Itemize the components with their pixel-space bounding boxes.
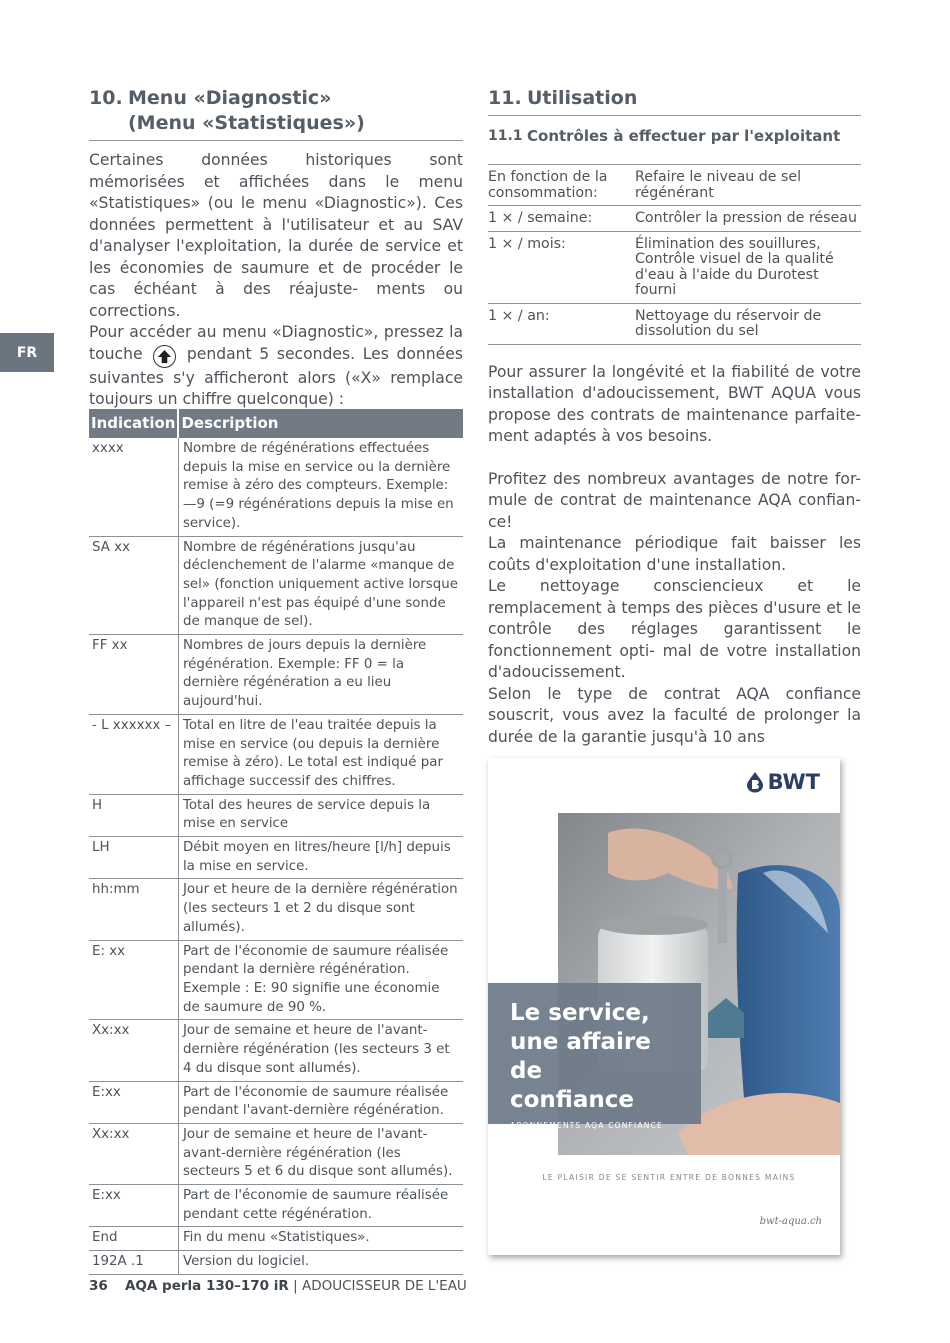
brochure-website: bwt-aqua.ch — [759, 1216, 822, 1227]
diagnostic-table — [89, 409, 463, 1275]
description-cell: Total des heures de service depuis la mise en service — [178, 794, 463, 836]
indication-cell: E: xx — [89, 940, 178, 1020]
description-cell: Fin du menu «Statistiques». — [178, 1227, 463, 1251]
section-10-body — [89, 150, 463, 411]
section-10-title-line1: Menu «Diagnostic» — [128, 87, 332, 109]
description-cell: Nombre de régénérations effectuées depuis la mise en service ou la dernière remise à zéro des compteurs. Exemple: —9 (=9 régénérations depuis la mise en service). — [178, 438, 463, 536]
section-11-1-heading — [488, 126, 861, 146]
table-row — [89, 1227, 463, 1251]
section-10-number: 10. — [89, 87, 123, 109]
table-row — [89, 635, 463, 715]
frequency-cell: En fonction de la consommation: — [488, 165, 635, 206]
action-cell: Contrôler la pression de réseau — [635, 206, 861, 232]
section-10-paragraph-2 — [89, 322, 463, 411]
section-11-number: 11. — [488, 87, 522, 109]
bwt-logo — [745, 770, 820, 794]
table-row — [488, 303, 861, 344]
footer-product: AQA perla 130–170 iR — [124, 1278, 289, 1294]
footer-subtitle: ADOUCISSEUR DE L'EAU — [301, 1278, 467, 1294]
table-row — [89, 1020, 463, 1081]
table-row — [89, 438, 463, 536]
indication-cell: End — [89, 1227, 178, 1251]
service-brochure-image — [488, 758, 840, 1255]
table-row — [89, 714, 463, 794]
description-cell: Nombre de régénérations jusqu'au déclenchement de l'alarme «manque de sel» (fonction uniquement active lorsque l'appareil n'est pas équipé d'une sonde de manque de sel). — [178, 536, 463, 635]
frequency-cell: 1 × / semaine: — [488, 206, 635, 232]
page-number: 36 — [89, 1278, 108, 1294]
up-arrow-button-icon — [153, 345, 176, 368]
table-row — [89, 794, 463, 836]
description-cell: Total en litre de l'eau traitée depuis la mise en service (ou depuis la dernière remise à zéro). Le total est indiqué par affichage successif des chiffres. — [178, 714, 463, 794]
action-cell: Élimination des souillures, Contrôle visuel de la qualité d'eau à l'aide du Durotest fourni — [635, 231, 861, 303]
description-cell: Part de l'économie de saumure réalisée pendant l'avant-dernière régénération. — [178, 1081, 463, 1123]
section-11-1-title: Contrôles à effectuer par l'exploitant — [527, 127, 841, 145]
table-row — [488, 206, 861, 232]
footer-separator: | — [293, 1278, 298, 1294]
description-cell: Jour de semaine et heure de l'avant-avant-dernière régénération (les secteurs 5 et 6 du disque sont allumés). — [178, 1123, 463, 1184]
description-cell: Jour de semaine et heure de l'avant-dernière régénération (les secteurs 3 et 4 du disque sont allumés). — [178, 1020, 463, 1081]
section-11-paragraph-4: Le nettoyage consciencieux et le remplacement à temps des pièces d'usure et le contrôle des réglages garantissent le fonctionnement opti- mal de votre installation d'adoucissement. — [488, 577, 861, 681]
brochure-subtitle: ABONNEMENTS AQA CONFIANCE — [510, 1121, 663, 1130]
indication-cell: xxxx — [89, 438, 178, 536]
description-cell: Débit moyen en litres/heure [l/h] depuis la mise en service. — [178, 837, 463, 879]
section-10-paragraph-2-after: pendant 5 secondes. Les données suivantes s'y afficheront alors («X» remplace toujours un chiffre quelconque) : — [89, 344, 463, 408]
section-11-heading — [488, 86, 861, 116]
action-cell: Refaire le niveau de sel régénérant — [635, 165, 861, 206]
indication-cell: Xx:xx — [89, 1123, 178, 1184]
description-cell: Jour et heure de la dernière régénération (les secteurs 1 et 2 du disque sont allumés). — [178, 879, 463, 940]
indication-cell: H — [89, 794, 178, 836]
brochure-title-box — [488, 983, 701, 1130]
indication-cell: - L xxxxxx – — [89, 714, 178, 794]
brochure-title-line1: Le service, — [510, 1000, 650, 1026]
description-cell: Nombres de jours depuis la dernière régénération. Exemple: FF 0 = la dernière régénération a eu lieu aujourd'hui. — [178, 635, 463, 715]
table-row — [89, 1123, 463, 1184]
description-cell: Part de l'économie de saumure réalisée pendant cette régénération. — [178, 1185, 463, 1227]
indication-cell: E:xx — [89, 1185, 178, 1227]
section-11-1-number: 11.1 — [488, 128, 523, 144]
section-11-paragraph-2: Profitez des nombreux avantages de notre for- mule de contrat de maintenance AQA confian- ce! — [488, 469, 861, 531]
table-row — [89, 1251, 463, 1275]
header-indication: Indication — [89, 409, 178, 438]
brochure-title-line3: confiance — [510, 1087, 634, 1113]
section-10-title — [128, 86, 365, 136]
right-column — [488, 86, 861, 748]
table-row — [89, 879, 463, 940]
indication-cell: Xx:xx — [89, 1020, 178, 1081]
section-11-title: Utilisation — [527, 87, 638, 109]
section-11-paragraph-1: Pour assurer la longévité et la fiabilité de votre installation d'adoucissement, BWT AQUA vous propose des contrats de maintenance parfaite- ment adaptés à vos besoins. — [488, 362, 861, 445]
page-footer — [89, 1278, 467, 1294]
indication-cell: 192A .1 — [89, 1251, 178, 1275]
indication-cell: LH — [89, 837, 178, 879]
table-row — [488, 231, 861, 303]
table-row — [488, 165, 861, 206]
control-schedule-table — [488, 164, 861, 345]
diagnostic-table-header — [89, 409, 463, 438]
table-row — [89, 940, 463, 1020]
section-11-body — [488, 362, 861, 749]
section-10-title-line2: (Menu «Statistiques») — [128, 112, 365, 134]
table-row — [89, 1081, 463, 1123]
section-10-paragraph-1: Certaines données historiques sont mémorisées et affichées dans le menu «Statistiques» (ou le menu «Diagnostic»). Ces données permettent à l'utilisateur et au SAV d'analyser l'exploitation, la durée de service et les économies de saumure et de procéder le cas échéant à des réajuste- ments ou corrections. — [89, 151, 463, 320]
table-row — [89, 1185, 463, 1227]
bwt-drop-icon — [745, 771, 765, 793]
language-tab — [0, 333, 54, 372]
header-description: Description — [178, 409, 463, 438]
left-column — [89, 86, 463, 411]
table-row — [89, 837, 463, 879]
bwt-logo-text: BWT — [767, 770, 820, 794]
frequency-cell: 1 × / an: — [488, 303, 635, 344]
table-row — [89, 536, 463, 635]
indication-cell: hh:mm — [89, 879, 178, 940]
indication-cell: FF xx — [89, 635, 178, 715]
frequency-cell: 1 × / mois: — [488, 231, 635, 303]
section-11-paragraph-3: La maintenance périodique fait baisser les coûts d'exploitation d'une installation. — [488, 534, 861, 574]
brochure-tagline: LE PLAISIR DE SE SENTIR ENTRE DE BONNES MAINS — [542, 1173, 796, 1182]
section-10-paragraph-2-before: Pour accéder au menu «Diagnostic», pressez la touche — [89, 323, 463, 363]
description-cell: Version du logiciel. — [178, 1251, 463, 1275]
section-11-paragraph-5: Selon le type de contrat AQA confiance souscrit, vous avez la faculté de prolonger la durée de la garantie jusqu'à 10 ans — [488, 684, 861, 746]
description-cell: Part de l'économie de saumure réalisée pendant la dernière régénération. Exemple : E: 90 signifie une économie de saumure de 90 %. — [178, 940, 463, 1020]
language-tab-label: FR — [16, 344, 38, 361]
indication-cell: SA xx — [89, 536, 178, 635]
section-10-heading — [89, 86, 463, 141]
action-cell: Nettoyage du réservoir de dissolution du sel — [635, 303, 861, 344]
brochure-title — [510, 999, 679, 1115]
brochure-title-line2: une affaire de — [510, 1029, 651, 1084]
indication-cell: E:xx — [89, 1081, 178, 1123]
